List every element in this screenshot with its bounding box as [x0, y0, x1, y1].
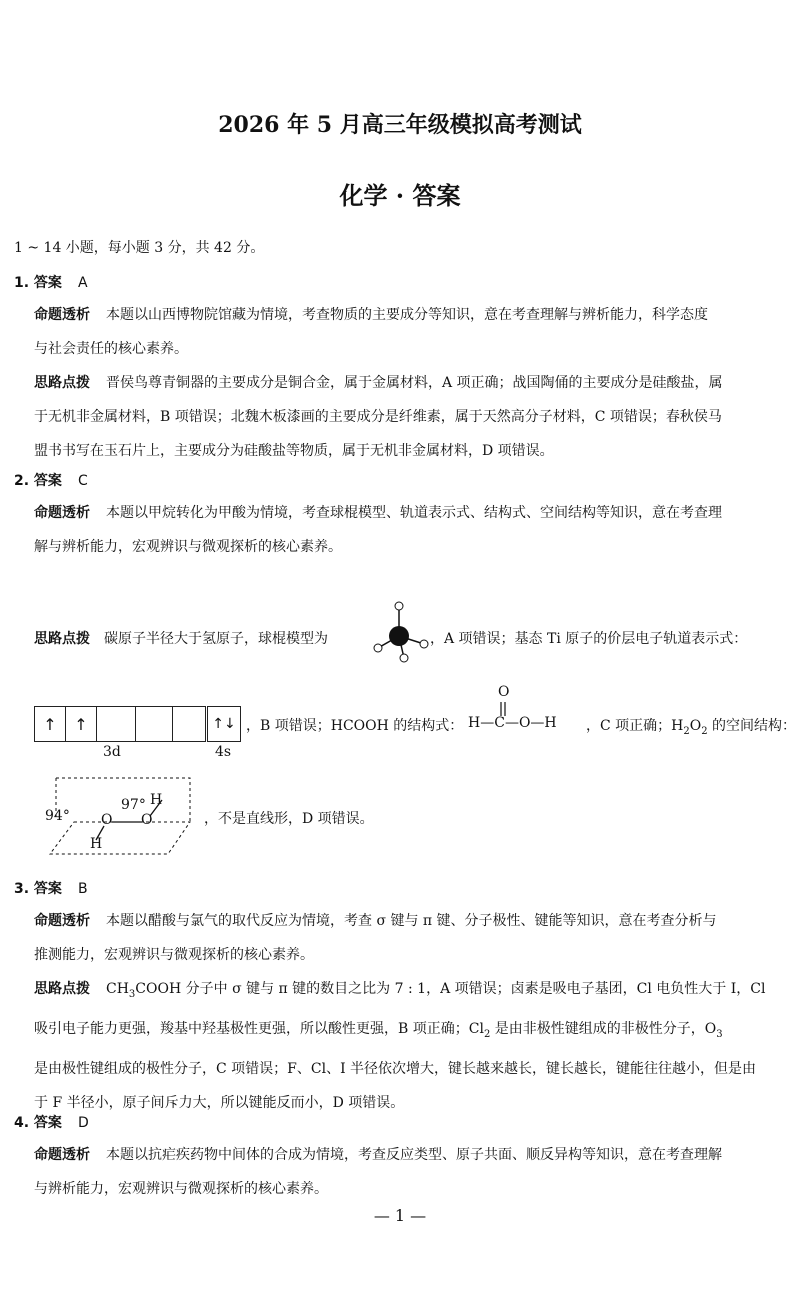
hcooh-o: O [518, 715, 531, 731]
q3-hint-l4: 于 F 半径小，原子间斥力大，所以键能反而小，D 项错误。 [34, 1094, 405, 1111]
q2-hint-a: 碳原子半径大于氢原子，球棍模型为 [104, 631, 328, 647]
q2-label: 2. 答案 [14, 473, 62, 489]
q2-hint-d: ，C 项正确；$H_2O_2$ 的空间结构： [586, 718, 797, 737]
q4-analysis-l1: 本题以抗疟疾药物中间体的合成为情境，考查反应类型、原子共面、顺反异构等知识，意在考查理解 [106, 1147, 722, 1163]
q1-analysis-tag: 命题透析 [34, 307, 90, 323]
q2-analysis-l1: 本题以甲烷转化为甲酸为情境，考查球棍模型、轨道表示式、结构式、空间结构等知识，意在考查理 [106, 505, 722, 521]
hcooh-formula: H—C—O—H [468, 715, 557, 731]
q1-analysis [34, 298, 780, 366]
q2-analysis-tag: 命题透析 [34, 505, 90, 521]
q2-hint-c: ，B 项错误；HCOOH 的结构式： [246, 718, 464, 734]
q3-answer-line [14, 878, 88, 898]
hcooh-h: H [468, 715, 481, 731]
q3-hint: 思路点拨 $CH_3COOH$ 分子中 σ 键与 π 键的数目之比为 7 : 1，A 项错误；卤素是吸电子基团，Cl 电负性大于 I，Cl 吸引电子能力更强，羧基中羟基极性更强，所以酸性更强，B 项正确；$Cl_2$ 是由非极性键组成的非极性分子，$O_3$ 是由极性键组成的极性分子，C 项错误；F、Cl、I 半径依次增大，键长越来越长，键长越长，键能往往越小，但是由 于 F 半径小，原子间斥力大，所以键能反而小，D 项错误。 [34, 972, 780, 1120]
q4-analysis-l2: 与辨析能力，宏观辨识与微观探析的核心素养。 [34, 1181, 328, 1197]
q4-analysis-tag: 命题透析 [34, 1147, 90, 1163]
orbital-4s-label: 4s [215, 744, 232, 760]
q4-answer-line [14, 1112, 89, 1132]
orbital-3d-box [34, 706, 206, 742]
q1-hint-tag: 思路点拨 [34, 375, 90, 391]
q1-analysis-l1: 本题以山西博物院馆藏为情境，考查物质的主要成分等知识，意在考查理解与辨析能力，科学态度 [106, 307, 708, 323]
q4-analysis [34, 1138, 780, 1206]
q3-analysis-l2: 推测能力，宏观辨识与微观探析的核心素养。 [34, 947, 314, 963]
hcooh-o-top: O [498, 684, 510, 700]
ball-stick-model-figure [364, 596, 434, 666]
q1-answer: A [77, 275, 88, 291]
orbital-3d-cell [97, 707, 136, 741]
q1-answer-line [14, 272, 88, 292]
q2-hint-line1 [34, 628, 328, 648]
h2o2-angle2: 97° [121, 797, 146, 813]
q2-hint-e: ，不是直线形，D 项错误。 [204, 811, 374, 827]
q3-analysis-l1: 本题以醋酸与氯气的取代反应为情境，考查 σ 键与 π 键、分子极性、键能等知识，意在考查分析与 [106, 913, 717, 929]
page-number: — 1 — [373, 1206, 427, 1225]
q1-analysis-l2: 与社会责任的核心素养。 [34, 341, 188, 357]
q3-hint-l3: 是由极性键组成的极性分子，C 项错误；F、Cl、I 半径依次增大，键长越来越长，键长越长，键能往往越小，但是由 [34, 1060, 757, 1077]
h2o2-h-top: H [150, 792, 163, 808]
h2o2-h-bottom: H [90, 836, 103, 852]
q2-analysis-l2: 解与辨析能力，宏观辨识与微观探析的核心素养。 [34, 539, 342, 555]
q1-hint [34, 366, 780, 468]
q4-answer: D [77, 1115, 89, 1131]
q2-hint-tag: 思路点拨 [34, 631, 90, 647]
q1-label: 1. 答案 [14, 275, 62, 291]
q4-label: 4. 答案 [14, 1115, 62, 1131]
hcooh-c: C [494, 715, 505, 731]
orbital-3d-label: 3d [103, 744, 121, 760]
q3-analysis [34, 904, 780, 972]
q2-analysis [34, 496, 780, 564]
h2o2-o1: O [101, 812, 113, 828]
orbital-3d-cell [136, 707, 173, 741]
q2-hint-b: ，A 项错误；基态 Ti 原子的价层电子轨道表示式： [430, 631, 748, 647]
q1-hint-l2: 于无机非金属材料，B 项错误；北魏木板漆画的主要成分是纤维素，属于天然高分子材料，C 项错误；春秋侯马 [34, 409, 722, 425]
q1-hint-l1: 晋侯鸟尊青铜器的主要成分是铜合金，属于金属材料，A 项正确；战国陶俑的主要成分是硅酸盐，属 [106, 375, 723, 391]
hcooh-h2: H [544, 715, 557, 731]
q1-hint-l3: 盟书书写在玉石片上，主要成分为硅酸盐等物质，属于无机非金属材料，D 项错误。 [34, 443, 554, 459]
q2-answer: C [77, 473, 88, 489]
h2o2-o2: O [141, 812, 153, 828]
page-title: 2026 年 5 月高三年级模拟高考测试 [218, 112, 582, 138]
page-subtitle: 化学 · 答案 [339, 181, 461, 210]
orbital-3d-cell [173, 707, 205, 741]
h2o2-angle1: 94° [45, 808, 70, 824]
q3-analysis-tag: 命题透析 [34, 913, 90, 929]
orbital-4s-box: ↑↓ [207, 706, 241, 742]
q3-hint-tag: 思路点拨 [34, 981, 90, 997]
q2-answer-line [14, 470, 88, 490]
q3-label: 3. 答案 [14, 881, 62, 897]
q3-answer: B [77, 881, 88, 897]
intro-text: 1 ~ 14 小题，每小题 3 分，共 42 分。 [14, 240, 265, 256]
orbital-3d-cell: ↑ [66, 707, 97, 741]
orbital-3d-cell: ↑ [35, 707, 66, 741]
